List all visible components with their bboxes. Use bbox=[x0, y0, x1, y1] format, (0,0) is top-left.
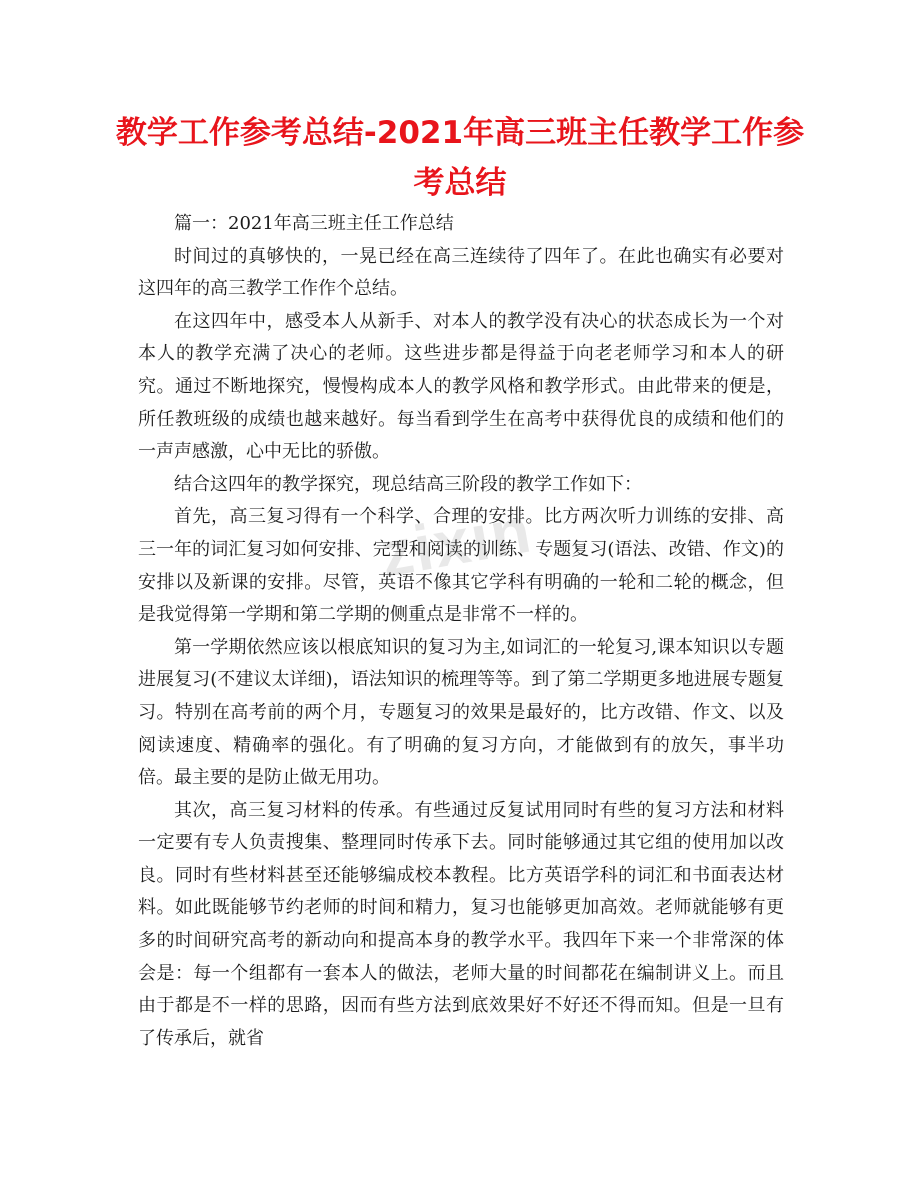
paragraph: 结合这四年的教学探究，现总结高三阶段的教学工作如下： bbox=[174, 473, 642, 495]
section-heading: 篇一：2021年高三班主任工作总结 bbox=[174, 213, 454, 234]
paragraph: 时间过的真够快的，一晃已经在高三连续待了四年了。在此也确实有必要对这四年的高三教学工作作个总结。 bbox=[138, 245, 784, 300]
paragraph: 首先，高三复习得有一个科学、合理的安排。比方两次听力训练的安排、高三一年的词汇复习如何安排、完型和阅读的训练、专题复习(语法、改错、作文)的安排以及新课的安排。尽管，英语不像其它学科有明确的一轮和二轮的概念，但是我觉得第一学期和第二学期的侧重点是非常不一样的。 bbox=[138, 506, 784, 626]
document-title: 教学工作参考总结-2021年高三班主任教学工作参考总结 bbox=[115, 115, 805, 201]
watermark: zixin bbox=[374, 493, 538, 591]
paragraph: 在这四年中，感受本人从新手、对本人的教学没有决心的状态成长为一个对本人的教学充满了决心的老师。这些进步都是得益于向老老师学习和本人的研究。通过不断地探究，慢慢构成本人的教学风格和教学形式。由此带来的便是，所任教班级的成绩也越来越好。每当看到学生在高考中获得优良的成绩和他们的一声声感激，心中无比的骄傲。 bbox=[138, 310, 784, 463]
paragraph: 第一学期依然应该以根底知识的复习为主,如词汇的一轮复习,课本知识以专题进展复习(不建议太详细)，语法知识的梳理等等。到了第二学期更多地进展专题复习。特别在高考前的两个月，专题复习的效果是最好的，比方改错、作文、以及阅读速度、精确率的强化。有了明确的复习方向，才能做到有的放矢，事半功倍。最主要的是防止做无用功。 bbox=[138, 636, 784, 789]
paragraph: 其次，高三复习材料的传承。有些通过反复试用同时有些的复习方法和材料一定要有专人负责搜集、整理同时传承下去。同时能够通过其它组的使用加以改良。同时有些材料甚至还能够编成校本教程。比方英语学科的词汇和书面表达材料。如此既能够节约老师的时间和精力，复习也能够更加高效。老师就能够有更多的时间研究高考的新动向和提高本身的教学水平。我四年下来一个非常深的体会是：每一个组都有一套本人的做法，老师大量的时间都花在编制讲义上。而且由于都是不一样的思路，因而有些方法到底效果好不好还不得而知。但是一旦有了传承后，就省 bbox=[138, 799, 784, 1049]
document-body bbox=[138, 208, 784, 1055]
